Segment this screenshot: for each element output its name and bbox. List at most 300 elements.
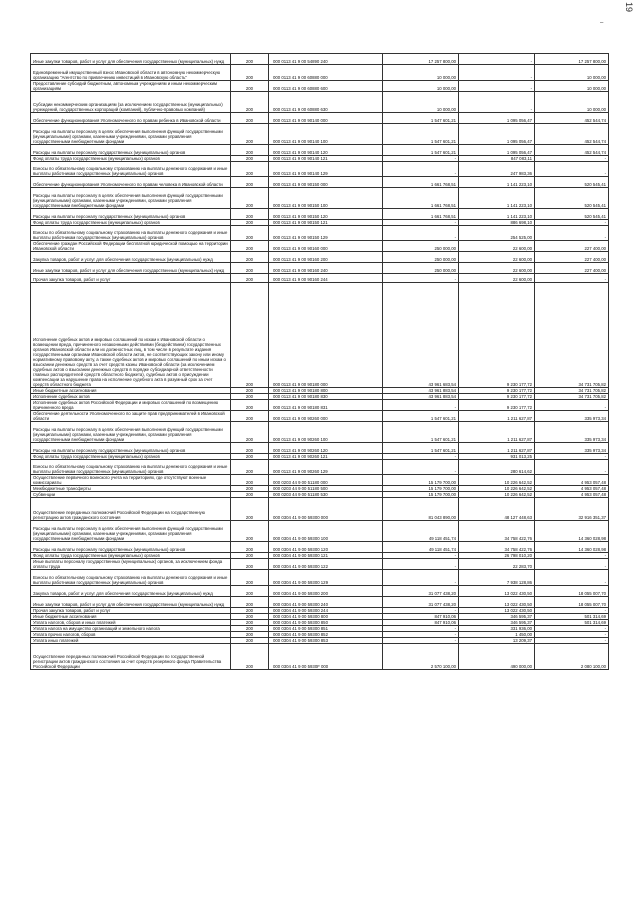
row-unexecuted-amount: 10 000,00 — [535, 92, 609, 113]
row-classification-code: 000 0304 41 9 00 59300 121 — [269, 553, 383, 559]
row-classification-code: 000 0113 41 9 00 90150 121 — [269, 220, 383, 226]
row-executed-amount: - — [459, 81, 535, 92]
row-classification-code: 000 0113 41 9 00 90150 000 — [269, 177, 383, 188]
table-row — [31, 209, 609, 220]
row-classification-code: 000 0113 41 9 00 90160 240 — [269, 263, 383, 274]
row-executed-amount: 34 758 422,76 — [459, 542, 535, 553]
row-unexecuted-amount: 227 400,00 — [535, 241, 609, 252]
row-code: 200 — [231, 177, 269, 188]
row-executed-amount: 22 600,00 — [459, 252, 535, 263]
row-code: 200 — [231, 559, 269, 570]
row-code: 200 — [231, 92, 269, 113]
row-unexecuted-amount: 452 544,74 — [535, 145, 609, 156]
row-name: Осуществление переданных полномочий Российской Федерации по государственной регистрации актов гражданского состояния за счет средств резервного фонда Правительства Российской Федерации — [31, 644, 231, 670]
row-approved-amount: - — [383, 156, 459, 162]
row-name: Уплата прочих налогов, сборов — [31, 632, 231, 638]
row-approved-amount: 847 910,06 — [383, 614, 459, 620]
row-classification-code: 000 0113 41 9 00 90150 100 — [269, 188, 383, 209]
row-approved-amount: - — [383, 638, 459, 644]
row-executed-amount: 48 127 448,63 — [459, 498, 535, 521]
row-approved-amount: - — [383, 460, 459, 475]
row-executed-amount: 346 595,37 — [459, 620, 535, 626]
row-code: 200 — [231, 620, 269, 626]
row-executed-amount: 22 600,00 — [459, 241, 535, 252]
row-name: Иные закупки товаров, работ и услуг для обеспечения государственных (муниципальных) нужд — [31, 263, 231, 274]
row-executed-amount: 254 525,00 — [459, 226, 535, 241]
row-approved-amount: 1 661 768,51 — [383, 209, 459, 220]
row-name: Фонд оплаты труда государственных (муниципальных) органов — [31, 454, 231, 460]
table-row — [31, 162, 609, 177]
row-classification-code: 000 0113 41 9 00 54890 240 — [269, 54, 383, 65]
row-unexecuted-amount: - — [535, 626, 609, 632]
row-name: Прочая закупка товаров, работ и услуг — [31, 608, 231, 614]
row-executed-amount: 331 936,00 — [459, 626, 535, 632]
row-approved-amount: 31 077 438,20 — [383, 597, 459, 608]
row-approved-amount: 10 000,00 — [383, 65, 459, 81]
table-row — [31, 521, 609, 542]
table-row — [31, 644, 609, 670]
row-code: 200 — [231, 113, 269, 124]
row-approved-amount: 43 961 683,54 — [383, 283, 459, 388]
row-classification-code: 000 0203 44 9 00 51180 530 — [269, 492, 383, 498]
table-row — [31, 92, 609, 113]
row-code: 200 — [231, 283, 269, 388]
row-approved-amount: 31 077 438,20 — [383, 586, 459, 597]
row-unexecuted-amount: 452 544,74 — [535, 124, 609, 145]
row-executed-amount: 10 226 642,52 — [459, 486, 535, 492]
row-approved-amount: 1 661 768,51 — [383, 188, 459, 209]
row-code: 200 — [231, 475, 269, 486]
row-unexecuted-amount: 335 973,34 — [535, 443, 609, 454]
row-approved-amount: - — [383, 274, 459, 283]
row-unexecuted-amount: 501 314,69 — [535, 614, 609, 620]
row-executed-amount: 1 450,00 — [459, 632, 535, 638]
row-code: 200 — [231, 597, 269, 608]
row-name: Взносы по обязательному социальному страхованию на выплаты денежного содержания и иные выплаты работникам государственных (муниципальных) органов — [31, 226, 231, 241]
row-approved-amount: 2 570 100,00 — [383, 644, 459, 670]
row-unexecuted-amount: - — [535, 220, 609, 226]
row-approved-amount: 250 000,00 — [383, 241, 459, 252]
row-unexecuted-amount: 4 953 057,48 — [535, 486, 609, 492]
row-executed-amount: 346 595,37 — [459, 614, 535, 620]
row-classification-code: 000 0113 41 9 00 90260 129 — [269, 460, 383, 475]
row-code: 200 — [231, 400, 269, 411]
row-classification-code: 000 0113 41 9 00 90180 000 — [269, 283, 383, 388]
row-approved-amount: 250 000,00 — [383, 263, 459, 274]
row-unexecuted-amount: 520 545,41 — [535, 188, 609, 209]
row-classification-code: 000 0113 41 9 00 90140 121 — [269, 156, 383, 162]
row-name: Расходы на выплаты персоналу в целях обеспечения выполнения функций государственными (муниципальными) органами, казенными учреждениями, органами управления государственными внебюджетными фондами — [31, 188, 231, 209]
row-unexecuted-amount: 10 000,00 — [535, 81, 609, 92]
row-unexecuted-amount: 2 080 100,00 — [535, 644, 609, 670]
row-approved-amount: - — [383, 553, 459, 559]
row-unexecuted-amount: 14 360 028,98 — [535, 521, 609, 542]
table-row — [31, 274, 609, 283]
table-row — [31, 570, 609, 586]
table-row — [31, 443, 609, 454]
table-body — [31, 54, 609, 670]
row-executed-amount: 22 600,00 — [459, 263, 535, 274]
row-classification-code: 000 0113 41 9 00 60880 600 — [269, 81, 383, 92]
row-name: Расходы на выплаты персоналу государственных (муниципальных) органов — [31, 542, 231, 553]
row-classification-code: 000 0113 41 9 00 90160 000 — [269, 241, 383, 252]
row-classification-code: 000 0113 41 9 00 90140 120 — [269, 145, 383, 156]
row-approved-amount: 15 179 700,00 — [383, 486, 459, 492]
row-name: Фонд оплаты труда государственных (муниципальных) органов — [31, 220, 231, 226]
table-row — [31, 559, 609, 570]
table-row — [31, 475, 609, 486]
row-approved-amount: - — [383, 454, 459, 460]
row-code: 200 — [231, 388, 269, 394]
row-approved-amount: 81 043 890,00 — [383, 498, 459, 521]
row-name: Обеспечение деятельности Уполномоченного по защите прав предпринимателей в Ивановской области — [31, 411, 231, 422]
row-executed-amount: 13 022 430,50 — [459, 608, 535, 614]
table-row — [31, 283, 609, 388]
row-unexecuted-amount: - — [535, 274, 609, 283]
row-approved-amount: 1 547 601,21 — [383, 443, 459, 454]
row-executed-amount: 1 141 223,10 — [459, 177, 535, 188]
row-code: 200 — [231, 498, 269, 521]
row-name: Уплата иных платежей — [31, 638, 231, 644]
table-row — [31, 553, 609, 559]
row-code: 200 — [231, 220, 269, 226]
row-executed-amount: 1 211 627,87 — [459, 443, 535, 454]
row-executed-amount: 9 230 177,72 — [459, 394, 535, 400]
row-name: Иные закупки товаров, работ и услуг для обеспечения государственных (муниципальных) нужд — [31, 597, 231, 608]
row-unexecuted-amount: 34 731 705,82 — [535, 283, 609, 388]
row-unexecuted-amount: 227 400,00 — [535, 252, 609, 263]
row-approved-amount: 1 547 601,21 — [383, 113, 459, 124]
row-name: Взносы по обязательному социальному страхованию на выплаты денежного содержания и иные выплаты работникам государственных (муниципальных) органов — [31, 570, 231, 586]
row-approved-amount: 1 547 601,21 — [383, 411, 459, 422]
row-executed-amount: 34 758 422,76 — [459, 521, 535, 542]
row-code: 200 — [231, 570, 269, 586]
table-row — [31, 81, 609, 92]
row-name: Расходы на выплаты персоналу государственных (муниципальных) органов — [31, 145, 231, 156]
row-unexecuted-amount: 227 400,00 — [535, 263, 609, 274]
row-name: Иные бюджетные ассигнования — [31, 388, 231, 394]
row-code: 200 — [231, 252, 269, 263]
row-approved-amount: 1 661 768,51 — [383, 177, 459, 188]
table-row — [31, 400, 609, 411]
row-executed-amount: 280 614,62 — [459, 460, 535, 475]
table-row — [31, 626, 609, 632]
row-executed-amount: 13 209,37 — [459, 638, 535, 644]
row-unexecuted-amount: 18 055 007,70 — [535, 586, 609, 597]
row-name: Обеспечение граждан Российской Федерации бесплатной юридической помощью на территории Ивановской области — [31, 241, 231, 252]
row-classification-code: 000 0304 41 9 00 59300 122 — [269, 559, 383, 570]
row-unexecuted-amount: - — [535, 400, 609, 411]
row-code: 200 — [231, 394, 269, 400]
corner-mark: – — [600, 20, 604, 26]
table-row — [31, 156, 609, 162]
row-approved-amount: - — [383, 570, 459, 586]
expenditure-table — [30, 53, 609, 670]
row-approved-amount: - — [383, 220, 459, 226]
row-code: 200 — [231, 81, 269, 92]
row-executed-amount: 10 226 642,52 — [459, 475, 535, 486]
row-classification-code: 000 0113 41 9 00 90140 129 — [269, 162, 383, 177]
row-code: 200 — [231, 188, 269, 209]
table-row — [31, 411, 609, 422]
row-code: 200 — [231, 263, 269, 274]
row-classification-code: 000 0113 41 9 00 90160 244 — [269, 274, 383, 283]
row-approved-amount: - — [383, 400, 459, 411]
row-classification-code: 000 0113 41 9 00 90160 200 — [269, 252, 383, 263]
row-approved-amount: 1 547 601,21 — [383, 124, 459, 145]
row-unexecuted-amount: 520 545,41 — [535, 209, 609, 220]
row-approved-amount: - — [383, 626, 459, 632]
row-name: Уплата налогов, сборов и иных платежей — [31, 620, 231, 626]
row-classification-code: 000 0113 41 9 00 90260 121 — [269, 454, 383, 460]
row-classification-code: 000 0304 41 9 00 59300 200 — [269, 586, 383, 597]
row-executed-amount: 1 211 627,87 — [459, 422, 535, 443]
row-unexecuted-amount: 4 953 057,48 — [535, 475, 609, 486]
row-classification-code: 000 0203 44 9 00 51180 000 — [269, 475, 383, 486]
row-approved-amount: 10 000,00 — [383, 81, 459, 92]
row-unexecuted-amount: - — [535, 553, 609, 559]
row-approved-amount: 49 118 451,74 — [383, 521, 459, 542]
row-unexecuted-amount: 34 731 705,82 — [535, 394, 609, 400]
row-code: 200 — [231, 411, 269, 422]
row-classification-code: 000 0304 41 9 00 59300 120 — [269, 542, 383, 553]
row-approved-amount: 43 961 883,54 — [383, 388, 459, 394]
row-unexecuted-amount: 10 000,00 — [535, 65, 609, 81]
table-row — [31, 113, 609, 124]
row-executed-amount: - — [459, 92, 535, 113]
row-unexecuted-amount: 18 055 007,70 — [535, 597, 609, 608]
table-row — [31, 124, 609, 145]
row-code: 200 — [231, 65, 269, 81]
row-name: Единовременный имущественный взнос Ивановской области в автономную некоммерческую организацию "Агентство по привлечению инвестиций в Ивановскую область" — [31, 65, 231, 81]
row-unexecuted-amount: 14 360 028,98 — [535, 542, 609, 553]
budget-report-sheet — [30, 53, 608, 670]
row-code: 200 — [231, 54, 269, 65]
row-code: 200 — [231, 145, 269, 156]
row-classification-code: 000 0113 41 9 00 90260 000 — [269, 411, 383, 422]
row-approved-amount: 43 961 883,54 — [383, 394, 459, 400]
row-name: Исполнение судебных актов и мировых соглашений по искам к Ивановской области о возмещении вреда, причиненного незаконными действиями (бездействием) государственных органов Ивановской области или их должностных лиц, в том числе в результате издания государственными органами Ивановской области актов, не соответствующих закону или иному нормативному правовому акту, а также судебных актов и мировых соглашений по иным искам о взыскании денежных средств за счет средств казны Ивановской области (за исключением судебных актов о взыскании денежных средств в порядке субсидиарной ответственности главных распорядителей средств областного бюджета), судебных актов о присуждении компенсации за нарушение права на исполнение судебного акта в разумный срок за счет средств областного бюджета — [31, 283, 231, 388]
row-executed-amount: 1 095 056,47 — [459, 124, 535, 145]
row-code: 200 — [231, 156, 269, 162]
row-code: 200 — [231, 492, 269, 498]
row-executed-amount: 1 141 223,10 — [459, 209, 535, 220]
table-row — [31, 460, 609, 475]
row-name: Иные закупки товаров, работ и услуг для обеспечения государственных (муниципальных) нужд — [31, 54, 231, 65]
table-row — [31, 498, 609, 521]
row-classification-code: 000 0113 41 9 00 90150 129 — [269, 226, 383, 241]
table-row — [31, 54, 609, 65]
row-classification-code: 000 0113 41 9 00 60880 000 — [269, 65, 383, 81]
row-code: 200 — [231, 542, 269, 553]
row-unexecuted-amount: - — [535, 632, 609, 638]
row-name: Межбюджетные трансферты — [31, 486, 231, 492]
row-unexecuted-amount: - — [535, 162, 609, 177]
row-approved-amount: 10 000,00 — [383, 92, 459, 113]
row-unexecuted-amount: 17 257 800,00 — [535, 54, 609, 65]
row-code: 200 — [231, 162, 269, 177]
row-unexecuted-amount: - — [535, 460, 609, 475]
row-executed-amount: 1 211 627,87 — [459, 411, 535, 422]
row-unexecuted-amount: - — [535, 226, 609, 241]
row-executed-amount: 13 022 430,50 — [459, 597, 535, 608]
table-row — [31, 454, 609, 460]
row-code: 200 — [231, 124, 269, 145]
row-code: 200 — [231, 608, 269, 614]
row-name: Фонд оплаты труда государственных (муниципальных) органов — [31, 156, 231, 162]
row-unexecuted-amount: 335 973,34 — [535, 422, 609, 443]
row-classification-code: 000 0113 41 9 00 90150 120 — [269, 209, 383, 220]
row-executed-amount: 847 083,11 — [459, 156, 535, 162]
row-classification-code: 000 0113 41 9 00 90140 100 — [269, 124, 383, 145]
row-code: 200 — [231, 241, 269, 252]
row-code: 200 — [231, 486, 269, 492]
row-executed-amount: 22 600,00 — [459, 274, 535, 283]
row-classification-code: 000 0304 41 9 00 59300 853 — [269, 638, 383, 644]
row-approved-amount: - — [383, 559, 459, 570]
table-row — [31, 252, 609, 263]
row-executed-amount: 931 013,25 — [459, 454, 535, 460]
row-executed-amount: 22 283,70 — [459, 559, 535, 570]
row-code: 200 — [231, 626, 269, 632]
row-classification-code: 000 0304 41 9 00 59300 851 — [269, 626, 383, 632]
row-approved-amount: 49 118 451,74 — [383, 542, 459, 553]
row-code: 200 — [231, 422, 269, 443]
row-executed-amount: 1 095 056,47 — [459, 145, 535, 156]
row-unexecuted-amount: 32 916 351,37 — [535, 498, 609, 521]
row-classification-code: 000 0304 41 9 00 59300 240 — [269, 597, 383, 608]
row-name: Расходы на выплаты персоналу в целях обеспечения выполнения функций государственными (муниципальными) органами, казенными учреждениями, органами управления государственными внебюджетными фондами — [31, 521, 231, 542]
row-unexecuted-amount: 335 973,34 — [535, 411, 609, 422]
row-code: 200 — [231, 226, 269, 241]
row-classification-code: 000 0304 41 9 00 59300 244 — [269, 608, 383, 614]
row-name: Исполнение судебных актов Российской Федерации и мировых соглашений по возмещению причиненного вреда — [31, 400, 231, 411]
table-row — [31, 586, 609, 597]
row-executed-amount: 26 798 010,20 — [459, 553, 535, 559]
row-code: 200 — [231, 454, 269, 460]
row-approved-amount: - — [383, 162, 459, 177]
table-row — [31, 597, 609, 608]
row-name: Расходы на выплаты персоналу в целях обеспечения выполнения функций государственными (муниципальными) органами, казенными учреждениями, органами управления государственными внебюджетными фондами — [31, 124, 231, 145]
row-approved-amount: 1 547 601,21 — [383, 422, 459, 443]
row-name: Взносы по обязательному социальному страхованию на выплаты денежного содержания и иные выплаты работникам государственных (муниципальных) органов — [31, 460, 231, 475]
row-classification-code: 000 0304 41 9 00 59300 000 — [269, 498, 383, 521]
row-classification-code: 000 0304 41 9 00 59300 100 — [269, 521, 383, 542]
row-name: Иные выплаты персоналу государственных (муниципальных) органов, за исключением фонда оплаты труда — [31, 559, 231, 570]
row-executed-amount: 10 226 642,52 — [459, 492, 535, 498]
row-executed-amount: 9 230 177,72 — [459, 283, 535, 388]
row-executed-amount: 490 000,00 — [459, 644, 535, 670]
row-name: Прочая закупка товаров, работ и услуг — [31, 274, 231, 283]
row-unexecuted-amount: 520 545,41 — [535, 177, 609, 188]
table-row — [31, 188, 609, 209]
table-row — [31, 145, 609, 156]
row-unexecuted-amount: 452 544,74 — [535, 113, 609, 124]
row-classification-code: 000 0304 41 9 00 59300 129 — [269, 570, 383, 586]
row-name: Осуществление переданных полномочий Российской Федерации на государственную регистрацию актов гражданского состояния — [31, 498, 231, 521]
row-unexecuted-amount: 501 314,69 — [535, 620, 609, 626]
row-classification-code: 000 0113 41 9 00 90180 800 — [269, 388, 383, 394]
row-code: 200 — [231, 638, 269, 644]
table-row — [31, 263, 609, 274]
row-executed-amount: - — [459, 65, 535, 81]
row-executed-amount: 9 230 177,72 — [459, 388, 535, 394]
table-row — [31, 65, 609, 81]
row-code: 200 — [231, 614, 269, 620]
row-code: 200 — [231, 209, 269, 220]
row-code: 200 — [231, 644, 269, 670]
row-name: Расходы на выплаты персоналу государственных (муниципальных) органов — [31, 209, 231, 220]
row-classification-code: 000 0113 41 9 00 90140 000 — [269, 113, 383, 124]
table-row — [31, 422, 609, 443]
row-unexecuted-amount: - — [535, 559, 609, 570]
row-name: Закупка товаров, работ и услуг для обеспечения государственных (муниципальных) нужд — [31, 252, 231, 263]
row-approved-amount: 847 910,06 — [383, 620, 459, 626]
row-classification-code: 000 0113 41 9 00 90260 120 — [269, 443, 383, 454]
row-name: Уплата налога на имущество организаций и земельного налога — [31, 626, 231, 632]
row-name: Осуществление первичного воинского учета на территориях, где отсутствуют военные комиссариаты — [31, 475, 231, 486]
row-name: Расходы на выплаты персоналу в целях обеспечения выполнения функций государственными (муниципальными) органами, казенными учреждениями, органами управления государственными внебюджетными фондами — [31, 422, 231, 443]
row-name: Фонд оплаты труда государственных (муниципальных) органов — [31, 553, 231, 559]
row-approved-amount: - — [383, 608, 459, 614]
row-name: Предоставление субсидий бюджетным, автономным учреждениям и иным некоммерческим организациям — [31, 81, 231, 92]
row-classification-code: 000 0113 41 9 00 90180 830 — [269, 394, 383, 400]
row-name: Обеспечение функционирования Уполномоченного по правам ребенка в Ивановской области — [31, 113, 231, 124]
row-executed-amount: 13 022 430,50 — [459, 586, 535, 597]
table-row — [31, 177, 609, 188]
row-approved-amount: - — [383, 226, 459, 241]
row-approved-amount: 17 257 800,00 — [383, 54, 459, 65]
row-name: Субвенции — [31, 492, 231, 498]
row-approved-amount: 1 547 601,21 — [383, 145, 459, 156]
table-row — [31, 220, 609, 226]
row-code: 200 — [231, 274, 269, 283]
row-executed-amount: 886 698,10 — [459, 220, 535, 226]
row-classification-code: 000 0113 41 9 00 90260 100 — [269, 422, 383, 443]
row-unexecuted-amount: - — [535, 454, 609, 460]
row-code: 200 — [231, 460, 269, 475]
row-code: 200 — [231, 586, 269, 597]
row-unexecuted-amount: 4 953 057,48 — [535, 492, 609, 498]
row-code: 200 — [231, 632, 269, 638]
row-classification-code: 000 0304 41 9 00 59300 852 — [269, 632, 383, 638]
page-number: 19 — [624, 2, 634, 13]
row-name: Расходы на выплаты персоналу государственных (муниципальных) органов — [31, 443, 231, 454]
row-approved-amount: 250 000,00 — [383, 252, 459, 263]
row-name: Исполнение судебных актов — [31, 394, 231, 400]
row-executed-amount: - — [459, 54, 535, 65]
row-classification-code: 000 0304 41 9 00 5930F 000 — [269, 644, 383, 670]
row-unexecuted-amount: - — [535, 156, 609, 162]
row-unexecuted-amount: - — [535, 570, 609, 586]
row-unexecuted-amount: - — [535, 608, 609, 614]
row-code: 200 — [231, 521, 269, 542]
row-executed-amount: 247 983,36 — [459, 162, 535, 177]
row-executed-amount: 9 230 177,72 — [459, 400, 535, 411]
row-unexecuted-amount: - — [535, 638, 609, 644]
row-name: Обеспечение функционирования Уполномоченного по правам человека в Ивановской области — [31, 177, 231, 188]
row-name: Иные бюджетные ассигнования — [31, 614, 231, 620]
row-name: Закупка товаров, работ и услуг для обеспечения государственных (муниципальных) нужд — [31, 586, 231, 597]
row-executed-amount: 1 095 056,47 — [459, 113, 535, 124]
table-row — [31, 241, 609, 252]
row-approved-amount: 15 179 700,00 — [383, 492, 459, 498]
row-unexecuted-amount: 34 731 705,82 — [535, 388, 609, 394]
row-executed-amount: 7 938 128,86 — [459, 570, 535, 586]
row-name: Субсидии некоммерческим организациям (за исключением государственных (муниципальных) учреждений, государственных корпораций (компаний), публично-правовых компаний) — [31, 92, 231, 113]
row-classification-code: 000 0304 41 9 00 59300 850 — [269, 620, 383, 626]
row-code: 200 — [231, 553, 269, 559]
